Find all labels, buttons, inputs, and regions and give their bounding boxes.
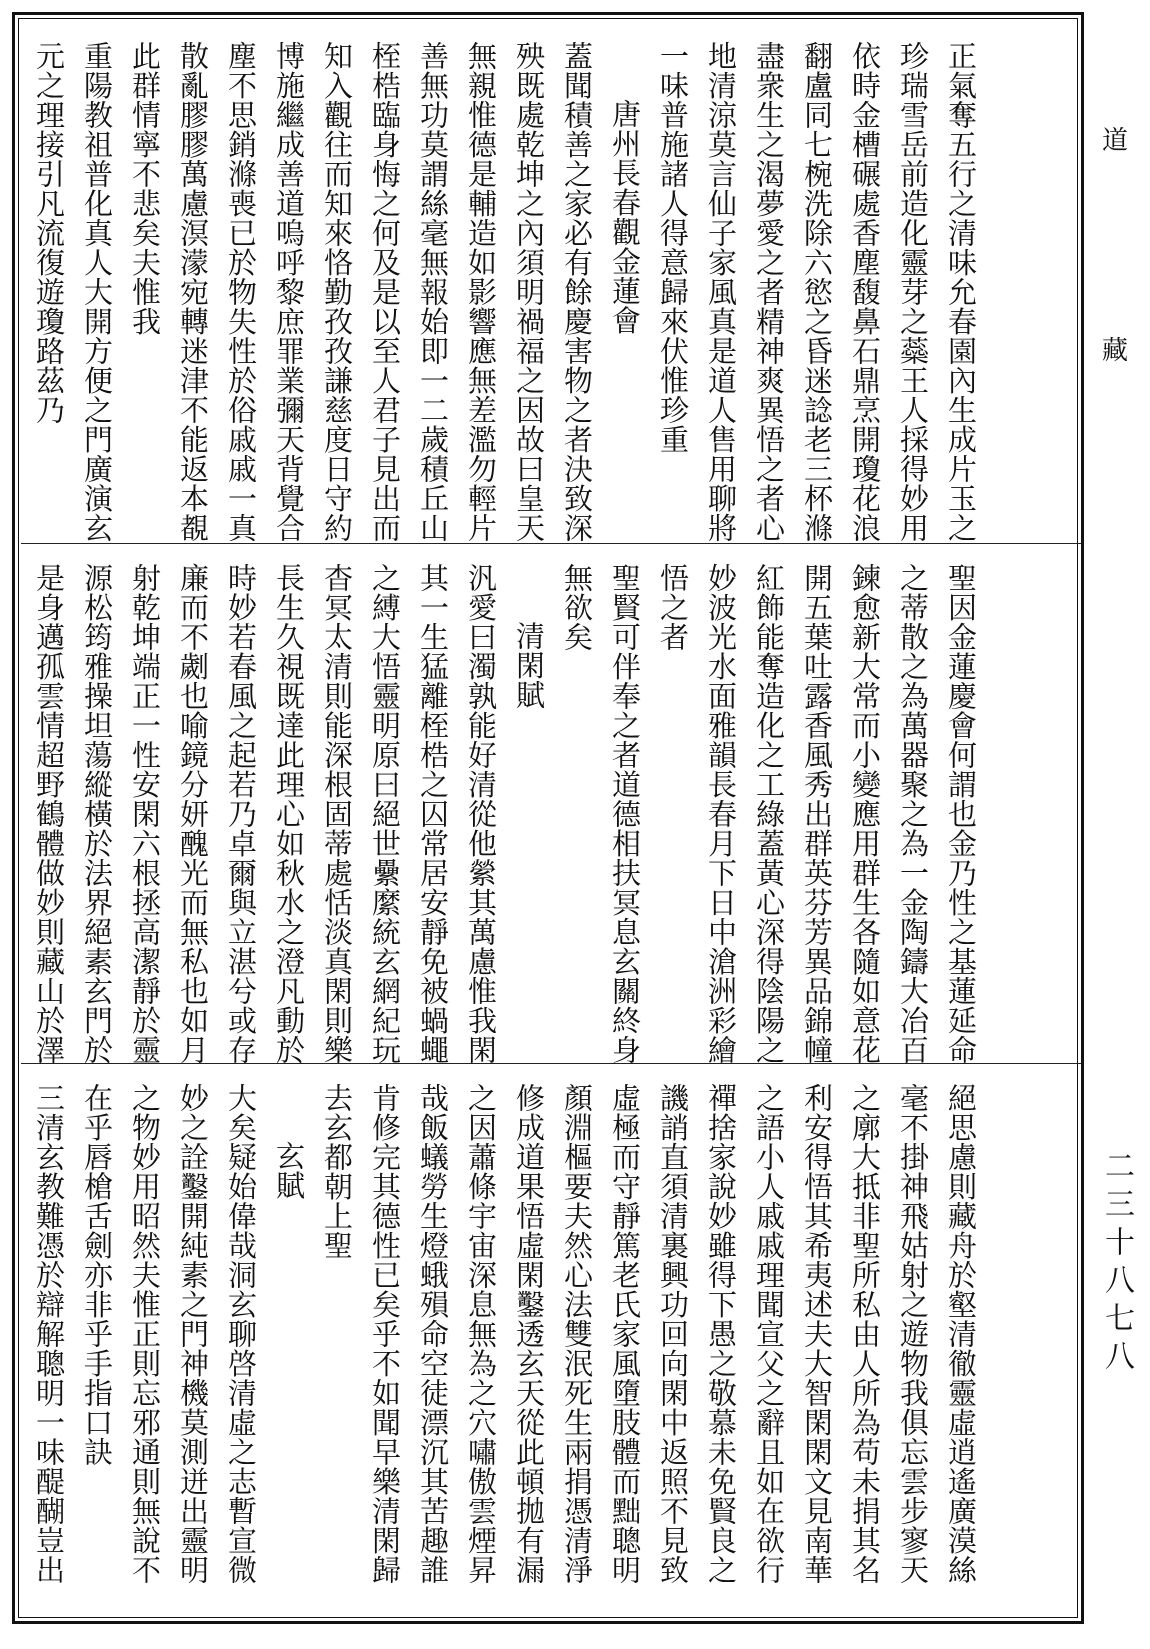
text-column: 博施繼成善道嗚呼黎庶罪業彌天背覺合 (272, 41, 306, 543)
text-column: 善無功莫謂絲毫無報始即一二歲積丘山 (416, 41, 450, 543)
text-column: 是身邁孤雲情超野鶴體做妙則藏山於澤 (32, 563, 66, 1065)
text-column: 禪捨家說妙雖得下愚之敬慕未免賢良之 (704, 1083, 738, 1585)
text-column: 之語小人戚戚理聞宣父之辭且如在欲行 (752, 1083, 786, 1585)
text-column: 利安得悟其希夷述夫大智閑閑文見南華 (800, 1083, 834, 1585)
text-column: 依時金槽碾處香塵馥鼻石鼎烹開瓊花浪 (848, 41, 882, 543)
text-column: 重陽教祖普化真人大開方便之門廣演玄 (80, 41, 114, 543)
text-column: 三清玄教難憑於辯解聰明一味醍醐豈出 (32, 1083, 66, 1585)
text-column: 之縛大悟靈明原曰絕世纍縻統玄網紀玩 (368, 563, 402, 1065)
text-column: 無欲矣 (560, 563, 594, 652)
text-column: 妙波光水面雅韻長春月下日中滄洲彩繪 (704, 563, 738, 1065)
text-panel-bottom (32, 1083, 985, 1591)
text-column: 盡衆生之渴夢愛之者精神爽異悟之者心 (752, 41, 786, 543)
text-column: 汎愛曰濁孰能好清從他縈其萬慮惟我閑 (464, 563, 498, 1065)
text-column: 聖因金蓮慶會何謂也金乃性之基蓮延命 (944, 563, 978, 1065)
text-panel-middle (32, 563, 985, 1071)
text-column: 哉飯蟻勞生燈蛾殞命空徒漂沉其苦趣誰 (416, 1083, 450, 1585)
text-column: 譏誚直須清裏興功回向閑中返照不見致 (656, 1083, 690, 1585)
text-column: 無親惟德是輔造如影響應無差濫勿輕片 (464, 41, 498, 543)
text-column: 散亂膠膠萬慮溟濛宛轉迷津不能返本覩 (176, 41, 210, 543)
page-number: 二三十八七八 (1099, 1150, 1134, 1378)
text-column: 大矣疑始偉哉洞玄聊啓清虛之志暫宣微 (224, 1083, 258, 1585)
text-column: 修成道果悟虛閑鑿透玄天從此頓拋有漏 (512, 1083, 546, 1585)
text-column: 虛極而守靜篤老氏家風墮肢體而黜聰明 (608, 1083, 642, 1585)
text-column: 蓋聞積善之家必有餘慶害物之者決致深 (560, 41, 594, 543)
text-column: 元之理接引凡流復遊瓊路茲乃 (32, 41, 66, 425)
text-column: 翻盧同七椀洗除六慾之昏迷諗老三杯滌 (800, 41, 834, 543)
text-column: 此群情寧不悲矣夫惟我 (128, 41, 162, 336)
text-column: 妙之詮鑿開純素之門神機莫測迸出靈明 (176, 1083, 210, 1585)
text-column: 一味普施諸人得意歸來伏惟珍重 (656, 41, 690, 454)
text-column: 毫不掛神飛姑射之遊物我俱忘雲步寥天 (896, 1083, 930, 1585)
book-title-char: 道 (1101, 126, 1128, 156)
text-column: 悟之者 (656, 563, 690, 652)
book-title-char: 藏 (1101, 336, 1128, 366)
text-column: 之因蕭條宇宙深息無為之穴嘯傲雲煙昇 (464, 1083, 498, 1585)
text-column: 開五葉吐露香風秀出群英芬芳異品錦幢 (800, 563, 834, 1065)
text-column: 鍊愈新大常而小變應用群生各隨如意花 (848, 563, 882, 1065)
text-column: 其一生猛離桎梏之囚常居安靜免被蝸蠅 (416, 563, 450, 1065)
text-panel-top (32, 41, 985, 549)
text-column: 在乎唇槍舌劍亦非乎手指口訣 (80, 1083, 114, 1467)
text-column: 源松筠雅操坦蕩縱橫於法界絕素玄門於 (80, 563, 114, 1065)
text-column: 杳冥太清則能深根固蒂處恬淡真閑則樂 (320, 563, 354, 1065)
section-heading: 清閑賦 (512, 621, 546, 710)
text-column: 之物妙用昭然夫惟正則忘邪通則無說不 (128, 1083, 162, 1585)
text-column: 廉而不劌也喻鏡分妍醜光而無私也如月 (176, 563, 210, 1065)
text-column: 正氣奪五行之清味允春園內生成片玉之 (944, 41, 978, 543)
panel-divider (21, 543, 1081, 544)
text-column: 之蒂散之為萬器聚之為一金陶鑄大冶百 (896, 563, 930, 1065)
section-heading: 唐州長春觀金蓮會 (608, 99, 642, 335)
section-heading: 玄賦 (272, 1141, 306, 1200)
text-column: 桎梏臨身悔之何及是以至人君子見出而 (368, 41, 402, 543)
text-column: 肯修完其德性已矣乎不如聞早樂清閑歸 (368, 1083, 402, 1585)
text-column: 去玄都朝上聖 (320, 1083, 354, 1260)
text-column: 長生久視既達此理心如秋水之澄凡動於 (272, 563, 306, 1065)
page-frame (12, 12, 1084, 1624)
text-column: 時妙若春風之起若乃卓爾與立湛兮或存 (224, 563, 258, 1065)
text-column: 地清涼莫言仙子家風真是道人售用聊將 (704, 41, 738, 543)
text-column: 絕思慮則藏舟於壑清徹靈虛逍遙廣漠絲 (944, 1083, 978, 1585)
panel-divider (21, 1063, 1081, 1064)
right-margin (1090, 60, 1140, 1620)
text-column: 塵不思銷滌喪已於物失性於俗戚戚一真 (224, 41, 258, 543)
text-column: 紅飾能奪造化之工綠蓋黃心深得陰陽之 (752, 563, 786, 1065)
text-column: 聖賢可伴奉之者道德相扶冥息玄關終身 (608, 563, 642, 1065)
text-column: 珍瑞雪岳前造化靈芽之蘂王人採得妙用 (896, 41, 930, 543)
text-column: 之廓大抵非聖所私由人所為苟未捐其名 (848, 1083, 882, 1585)
text-column: 顏淵樞要夫然心法雙泯死生兩捐憑清淨 (560, 1083, 594, 1585)
text-column: 殃既處乾坤之內須明禍福之因故曰皇天 (512, 41, 546, 543)
text-column: 知入觀往而知來恪勤孜孜謙慈度日守約 (320, 41, 354, 543)
text-column: 射乾坤端正一性安閑六根拯高潔靜於靈 (128, 563, 162, 1065)
